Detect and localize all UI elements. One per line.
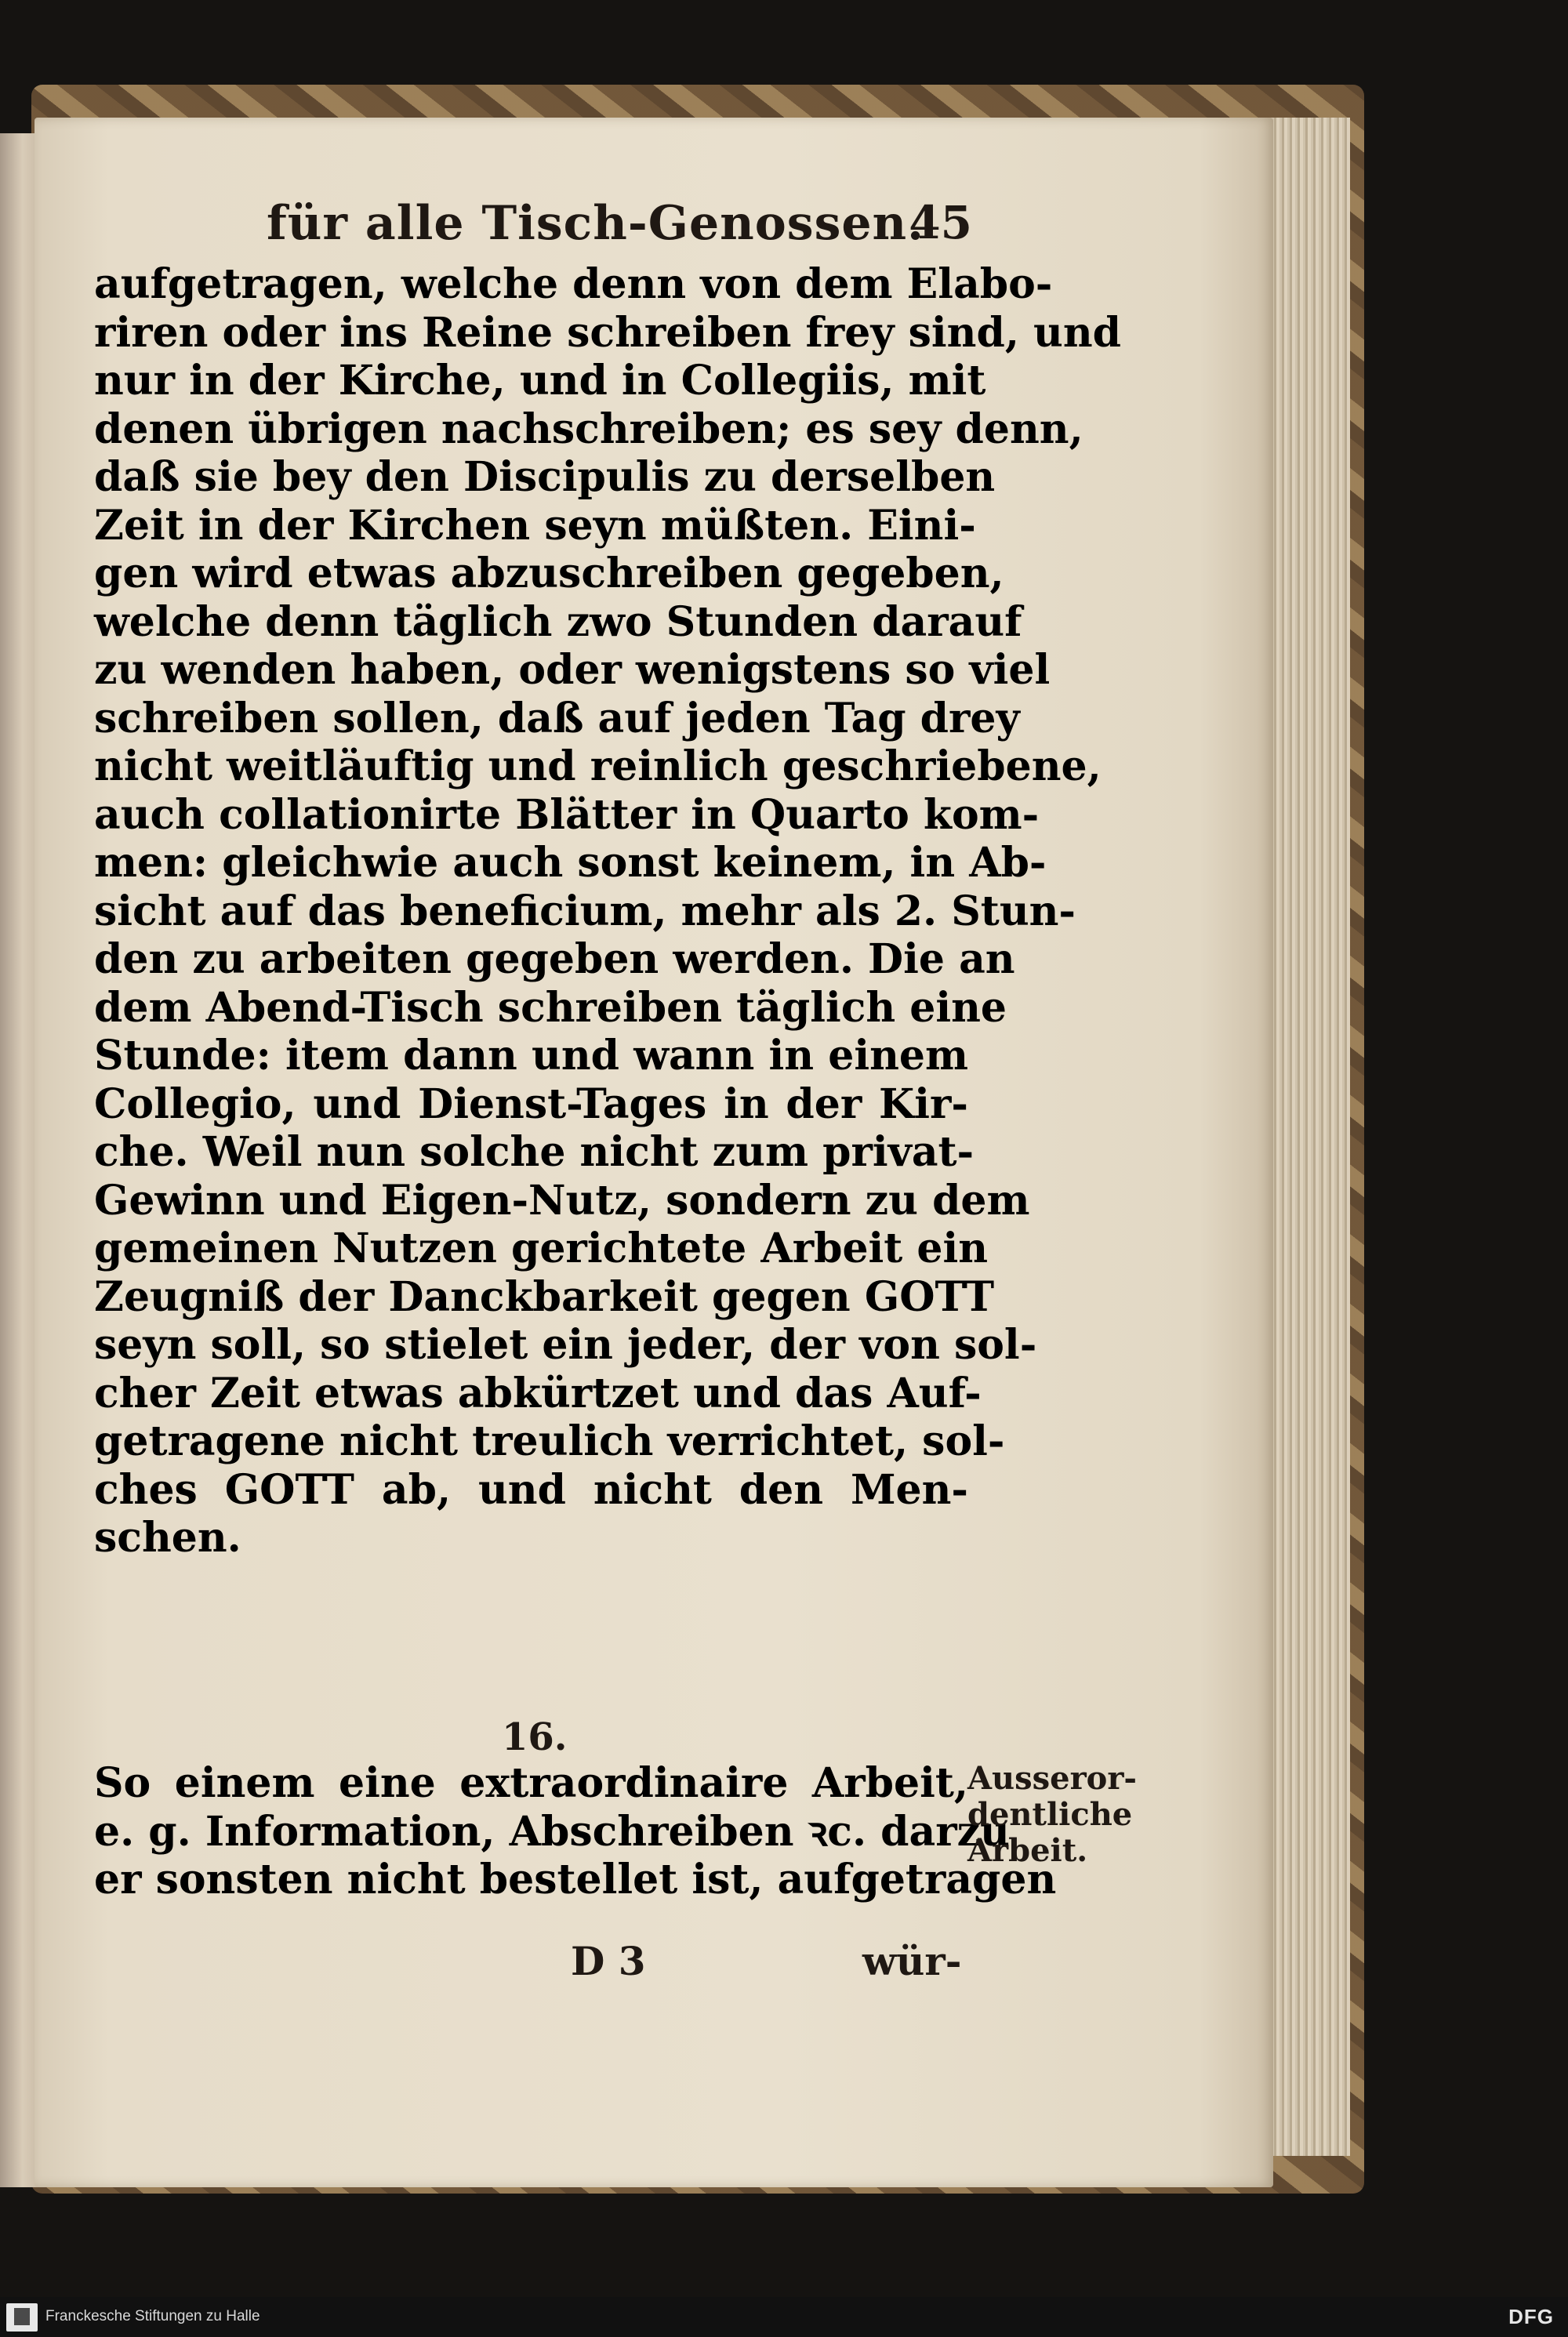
text-line: nur in der Kirche, und in Collegiis, mit: [94, 357, 986, 405]
text-line: riren oder ins Reine schreiben frey sind, und: [94, 308, 1122, 357]
text-line: sicht auf das beneficium, mehr als 2. Stun-: [94, 887, 1076, 935]
marginal-note: [967, 1760, 1138, 1869]
text-line: nicht weitläuftig und reinlich geschriebene,: [94, 742, 1102, 790]
signature-mark: D 3: [571, 1938, 646, 1984]
text-line: daß sie bey den Discipulis zu derselben: [94, 453, 996, 501]
text-line: Zeugniß der Danckbarkeit gegen GOTT: [94, 1272, 995, 1321]
marginal-note-line: Ausseror-: [967, 1760, 1138, 1797]
running-title: für alle Tisch-Genossen.: [267, 196, 925, 251]
text-line: Zeit in der Kirchen seyn müßten. Eini-: [94, 501, 976, 550]
text-line: zu wenden haben, oder wenigstens so viel: [94, 646, 1051, 694]
text-line: gemeinen Nutzen gerichtete Arbeit ein: [94, 1225, 989, 1272]
text-line: So einem eine extraordinaire Arbeit,: [94, 1759, 968, 1807]
text-line: Collegio, und Dienst-Tages in der Kir-: [94, 1080, 968, 1128]
text-line: getragene nicht treulich verrichtet, sol-: [94, 1417, 1005, 1465]
catchword: wür-: [862, 1938, 962, 1984]
institution-name: Franckesche Stiftungen zu Halle: [45, 2308, 260, 2324]
marginal-note-line: dentliche: [967, 1796, 1133, 1833]
text-line: che. Weil nun solche nicht zum privat-: [94, 1128, 975, 1176]
text-line: welche denn täglich zwo Stunden darauf: [94, 597, 1022, 646]
text-line: Stunde: item dann und wann in einem: [94, 1032, 968, 1080]
institution-logo-icon: [6, 2303, 38, 2332]
body-paragraph: [94, 260, 1122, 1562]
page-number: 45: [909, 196, 972, 249]
viewer-footer: [0, 2297, 1568, 2337]
running-head: [267, 196, 972, 259]
text-line: seyn soll, so stielet ein jeder, der von sol-: [94, 1321, 1037, 1369]
section-number: 16.: [502, 1715, 568, 1759]
text-line: er sonsten nicht bestellet ist, aufgetragen: [94, 1856, 1057, 1903]
text-line: aufgetragen, welche denn von dem Elabo-: [94, 260, 1053, 308]
text-line: auch collationirte Blätter in Quarto kom-: [94, 790, 1040, 839]
text-line: cher Zeit etwas abkürtzet und das Auf-: [94, 1369, 982, 1417]
text-line: den zu arbeiten gegeben werden. Die an: [94, 935, 1015, 983]
text-line: men: gleichwie auch sonst keinem, in Ab-: [94, 839, 1047, 887]
text-line: schreiben sollen, daß auf jeden Tag drey: [94, 694, 1020, 742]
marginal-note-line: Arbeit.: [967, 1832, 1088, 1869]
text-line: e. g. Information, Abschreiben ꝛc. darzu: [94, 1807, 1010, 1856]
text-line: dem Abend-Tisch schreiben täglich eine: [94, 983, 1007, 1032]
facing-page-edge: [0, 133, 39, 2187]
text-line: gen wird etwas abzuschreiben gegeben,: [94, 550, 1004, 597]
text-line: denen übrigen nachschreiben; es sey denn,: [94, 405, 1083, 453]
dfg-logo: DFG: [1508, 2305, 1554, 2328]
text-line: ches GOTT ab, und nicht den Men-: [94, 1465, 968, 1514]
text-line: schen.: [94, 1514, 241, 1562]
text-line: Gewinn und Eigen-Nutz, sondern zu dem: [94, 1176, 1030, 1225]
